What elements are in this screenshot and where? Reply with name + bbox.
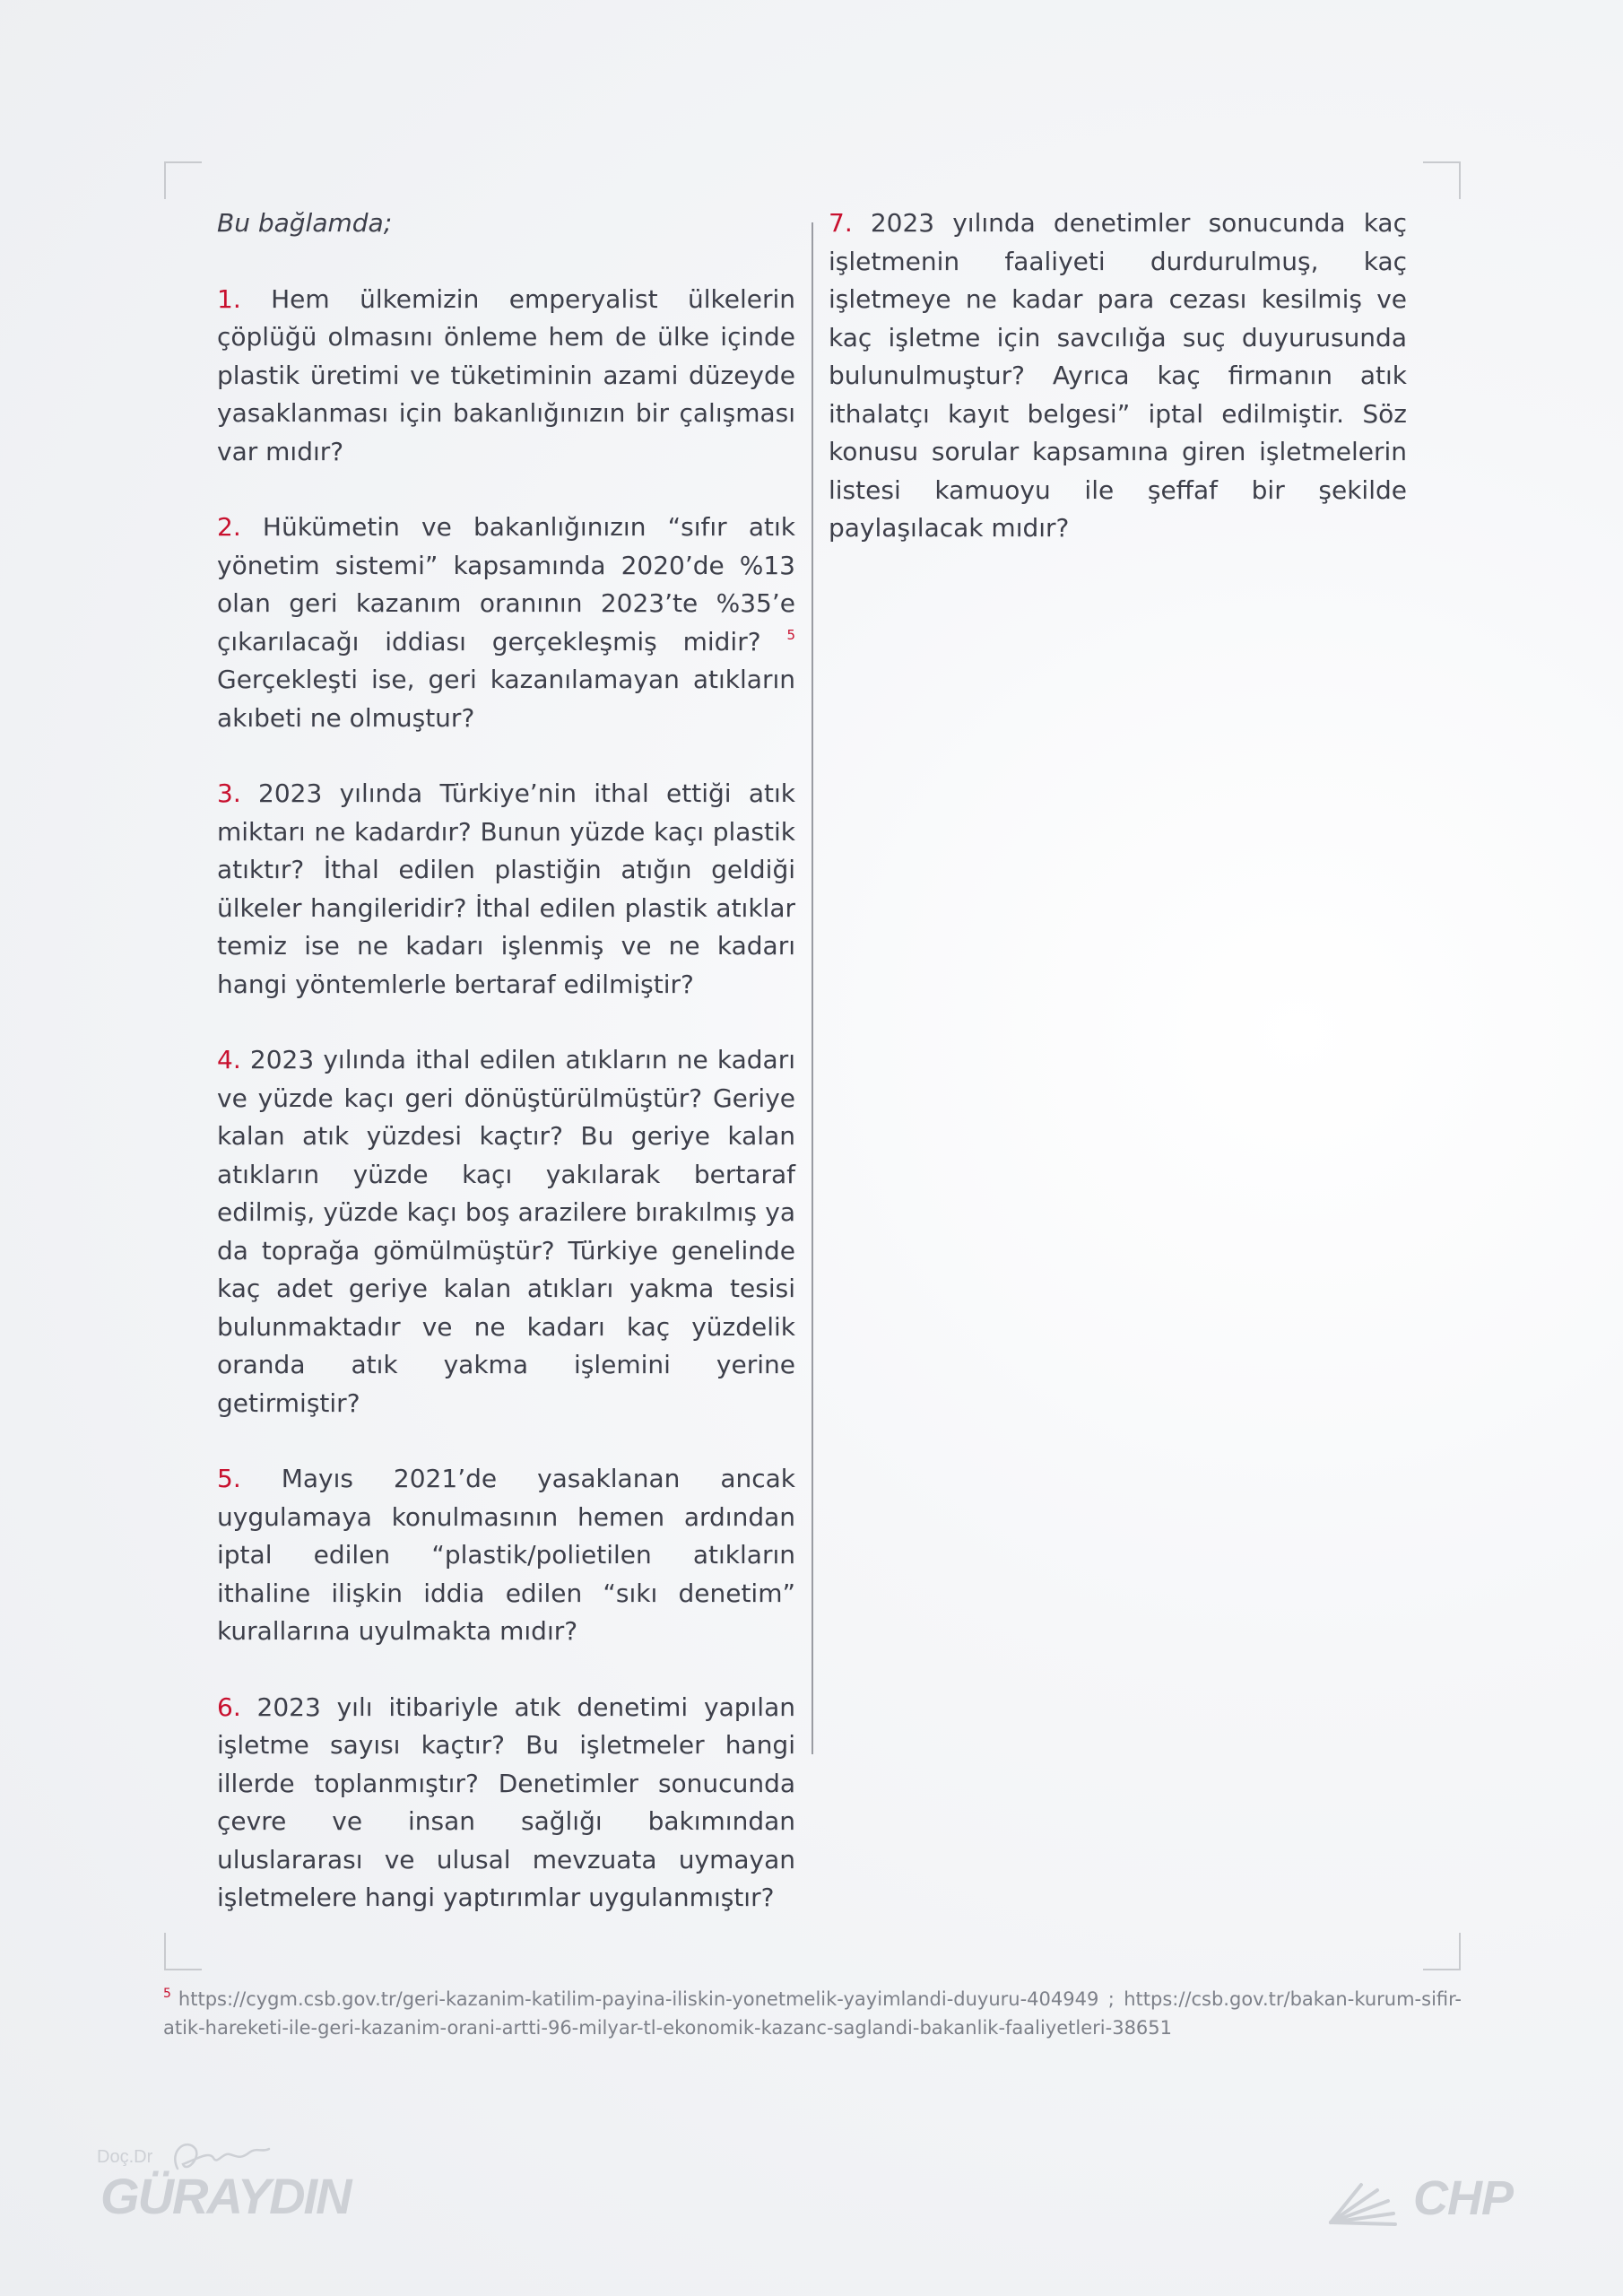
question-number: 1.: [217, 283, 241, 314]
question-text: Hem ülkemizin emperyalist ülkelerin çöplüğü olmasını önleme hem de ülke içinde plastik üretimi ve tüketiminin azami düzeyde yasaklanması için bakanlığınızın bir çalışması var mıdır?: [217, 283, 795, 466]
question-text: 2023 yılı itibariyle atık denetimi yapılan işletme sayısı kaçtır? Bu işletmeler hangi illerde toplanmıştır? Denetimler sonucunda çevre ve insan sağlığı bakımından uluslararası ve ulusal mevzuata uymayan işletmelere hangi yaptırımlar uygulanmıştır?: [217, 1692, 795, 1912]
question-number: 4.: [217, 1045, 241, 1074]
party-rays-icon: [1325, 2178, 1406, 2228]
footnote-ref[interactable]: 5: [786, 626, 795, 643]
right-column: [829, 204, 1407, 586]
question-1: [217, 281, 795, 472]
question-text: 2023 yılında Türkiye’nin ithal ettiği atık miktarı ne kadardır? Bunun yüzde kaçı plastik atıktır? İthal edilen plastiğin atığın geldiği ülkeler hangileridir? İthal edilen plastik atıklar temiz ise ne kadarı işlenmiş ve ne kadarı hangi yöntemlerle bertaraf edilmiştir?: [217, 778, 795, 999]
footnote-marker: 5: [163, 1987, 171, 2001]
author-title: Doç.Dr: [97, 2147, 153, 2167]
question-text: Hükümetin ve bakanlığınızın “sıfır atık yönetim sistemi” kapsamında 2020’de %13 olan geri kazanım oranının 2023’te %35’e çıkarılacağı iddiası gerçekleşmiş midir?: [217, 512, 795, 657]
question-text-continued: Gerçekleşti ise, geri kazanılamayan atıkların akıbeti ne olmuştur?: [217, 665, 795, 733]
party-logo: [1325, 2170, 1541, 2233]
corner-mark-top-right: [1423, 161, 1461, 199]
question-text: 2023 yılında denetimler sonucunda kaç işletmenin faaliyeti durdurulmuş, kaç işletmeye ne kadar para cezası kesilmiş ve kaç işletme için savcılığa suç duyurusunda bulunulmuştur? Ayrıca kaç firmanın atık ithalatçı kayıt belgesi” iptal edilmiştir. Söz konusu sorular kapsamına giren işletmelerin listesi kamuoyu ile şeffaf bir şekilde paylaşılacak mıdır?: [829, 208, 1407, 543]
question-7: [829, 204, 1407, 548]
question-number: 6.: [217, 1692, 241, 1722]
question-4: [217, 1041, 795, 1422]
question-text: Mayıs 2021’de yasaklanan ancak uygulamaya konulmasının hemen ardından iptal edilen “plastik/polietilen atıkların ithaline ilişkin iddia edilen “sıkı denetim” kurallarına uyulmakta mıdır?: [217, 1464, 795, 1646]
question-number: 2.: [217, 512, 241, 542]
question-number: 3.: [217, 778, 241, 808]
question-3: [217, 775, 795, 1004]
question-2: [217, 509, 795, 737]
corner-mark-bottom-left: [164, 1933, 202, 1970]
question-6: [217, 1689, 795, 1918]
footnote-links[interactable]: https://cygm.csb.gov.tr/geri-kazanim-katilim-payina-iliskin-yonetmelik-yayimlandi-duyuru-404949 ; https://csb.gov.tr/bakan-kurum-sifir-atik-hareketi-ile-geri-kazanim-orani-artti-96-milyar-tl-ekonomik-kazanc-saglandi-bakanlik-faaliyetleri-38651: [163, 1988, 1462, 2039]
column-divider: [812, 222, 813, 1754]
author-name: GÜRAYDIN: [100, 2168, 351, 2224]
question-5: [217, 1460, 795, 1651]
corner-mark-top-left: [164, 161, 202, 199]
question-number: 5.: [217, 1464, 241, 1493]
corner-mark-bottom-right: [1423, 1933, 1461, 1970]
question-number: 7.: [829, 208, 853, 238]
footnote: [163, 1985, 1462, 2042]
author-signature-logo: [97, 2133, 351, 2224]
left-column: [217, 204, 795, 1955]
party-logo-text: CHP: [1413, 2171, 1514, 2225]
question-text: 2023 yılında ithal edilen atıkların ne kadarı ve yüzde kaçı geri dönüştürülmüştür? Geriye kalan atık yüzdesi kaçtır? Bu geriye kalan atıkların yüzde kaçı yakılarak bertaraf edilmiş, yüzde kaçı boş arazilere bırakılmış ya da toprağa gömülmüştür? Türkiye genelinde kaç adet geriye kalan atıkları yakma tesisi bulunmaktadır ve ne kadarı kaç yüzdelik oranda atık yakma işlemini yerine getirmiştir?: [217, 1045, 795, 1418]
intro-text: Bu bağlamda;: [217, 208, 393, 238]
